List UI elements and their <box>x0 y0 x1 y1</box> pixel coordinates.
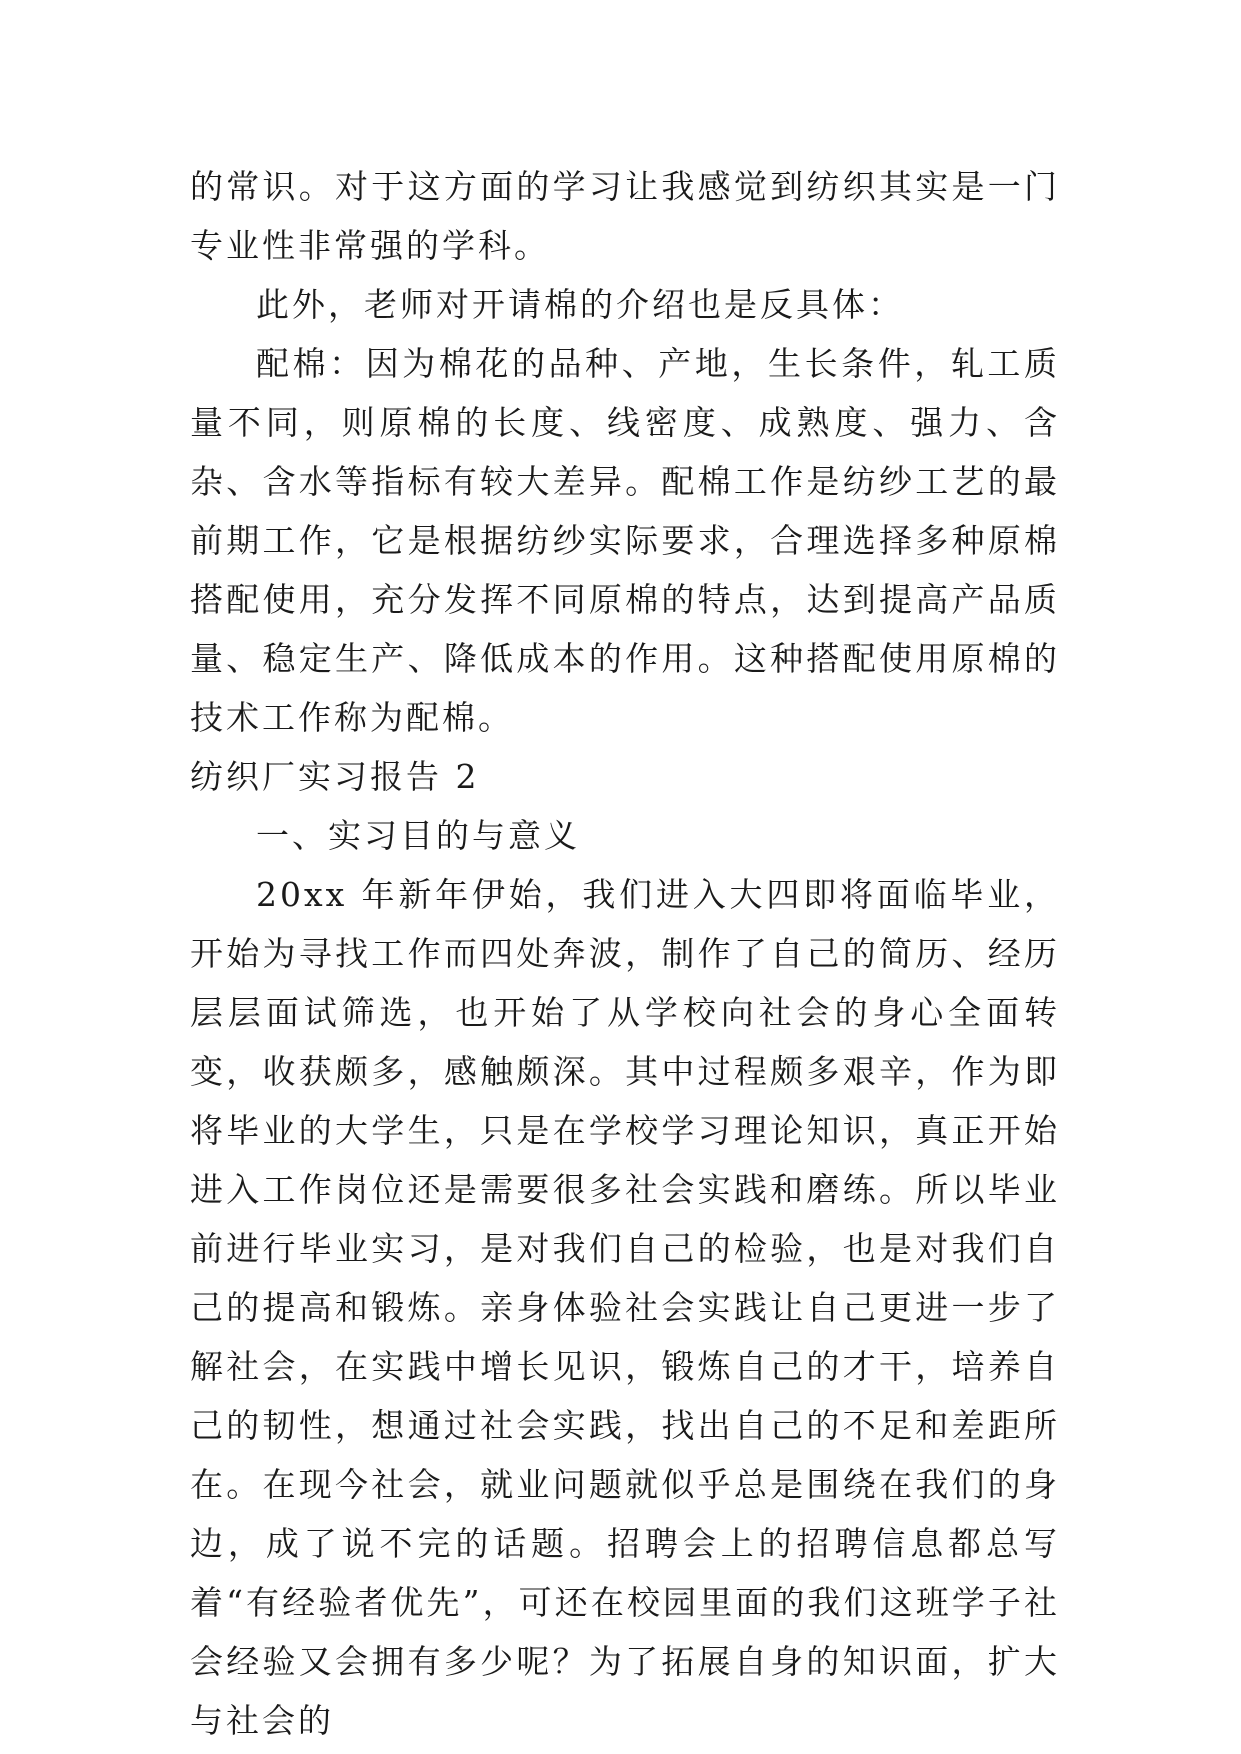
document-body <box>190 157 1060 1750</box>
paragraph-cotton-opening: 此外，老师对开请棉的介绍也是反具体： <box>256 285 904 324</box>
paragraph-cotton-blending: 配棉：因为棉花的品种、产地，生长条件，轧工质量不同，则原棉的长度、线密度、成熟度、强力、含杂、含水等指标有较大差异。配棉工作是纺纱工艺的最前期工作，它是根据纺纱实际要求，合理选择多种原棉搭配使用，充分发挥不同原棉的特点，达到提高产品质量、稳定生产、降低成本的作用。这种搭配使用原棉的技术工作称为配棉。 <box>190 344 1060 737</box>
section-heading: 一、实习目的与意义 <box>256 816 580 855</box>
paragraph-intro-continuation: 的常识。对于这方面的学习让我感觉到纺织其实是一门专业性非常强的学科。 <box>190 167 1060 265</box>
section-title: 纺织厂实习报告 2 <box>190 757 480 796</box>
paragraph-internship-purpose: 20xx 年新年伊始，我们进入大四即将面临毕业，开始为寻找工作而四处奔波，制作了自己的简历、经历层层面试筛选，也开始了从学校向社会的身心全面转变，收获颇多，感触颇深。其中过程颇多艰辛，作为即将毕业的大学生，只是在学校学习理论知识，真正开始进入工作岗位还是需要很多社会实践和磨练。所以毕业前进行毕业实习，是对我们自己的检验，也是对我们自己的提高和锻炼。亲身体验社会实践让自己更进一步了解社会，在实践中增长见识，锻炼自己的才干，培养自己的韧性，想通过社会实践，找出自己的不足和差距所在。在现今社会，就业问题就似乎总是围绕在我们的身边，成了说不完的话题。招聘会上的招聘信息都总写着“有经验者优先”，可还在校园里面的我们这班学子社会经验又会拥有多少呢？为了拓展自身的知识面，扩大与社会的 <box>190 875 1060 1740</box>
